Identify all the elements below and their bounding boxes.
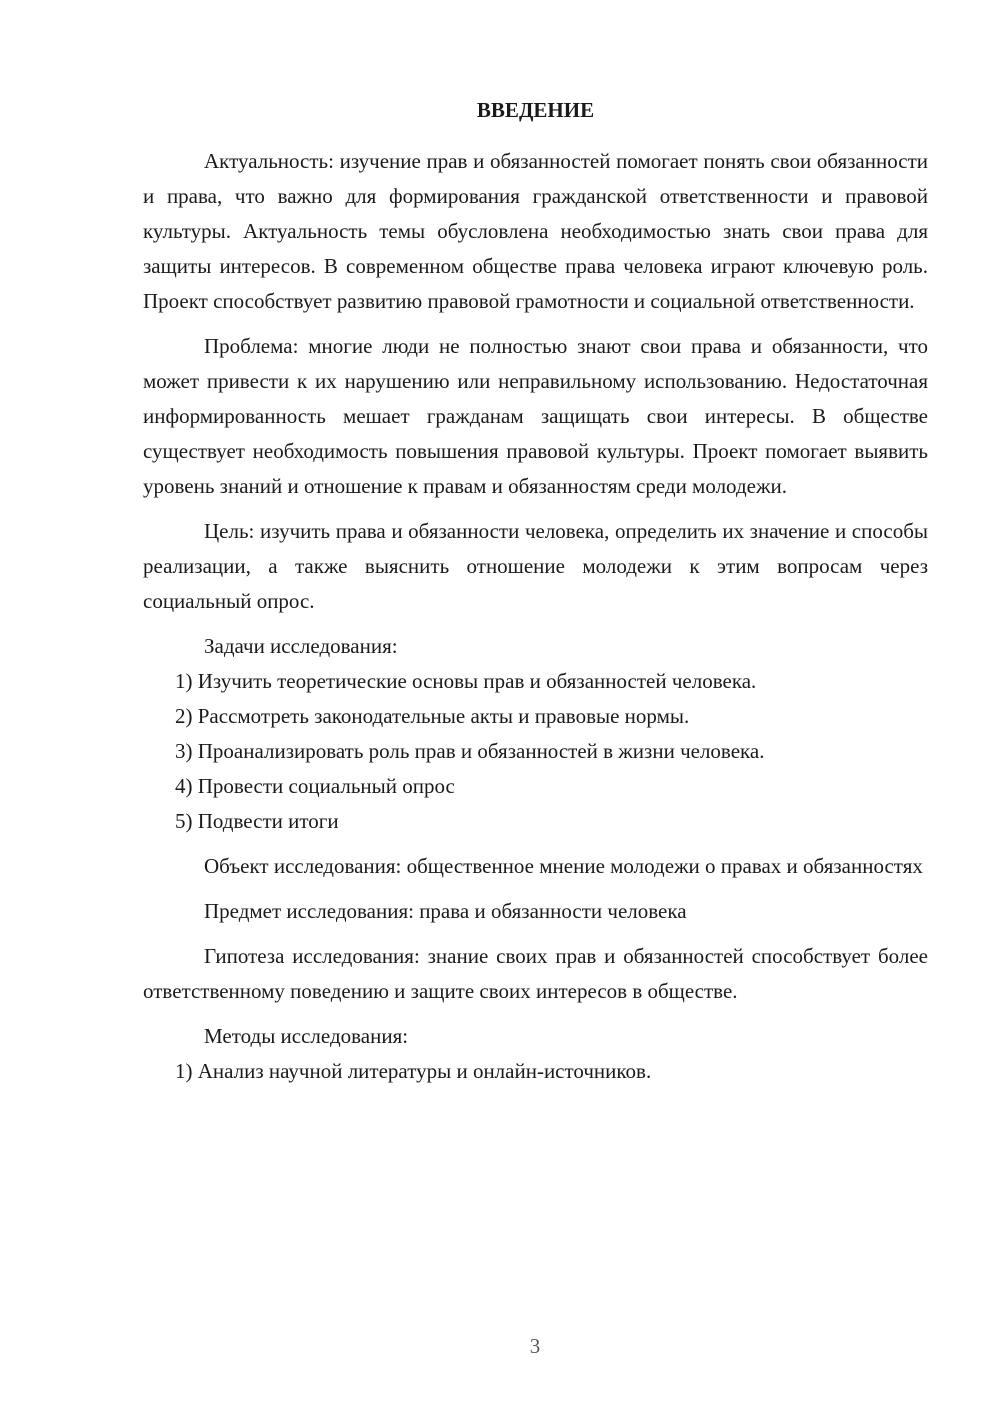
- task-item-1: 1) Изучить теоретические основы прав и обязанностей человека.: [175, 669, 757, 693]
- goal-paragraph: Цель: изучить права и обязанности человека, определить их значение и способы реализации, а также выяснить отношение молодежи к этим вопросам через социальный опрос.: [143, 519, 928, 613]
- relevance-paragraph: Актуальность: изучение прав и обязанностей помогает понять свои обязанности и права, что важно для формирования гражданской ответственности и правовой культуры. Актуальность темы обусловлена необходимостью знать свои права для защиты интересов. В современном обществе права человека играют ключевую роль. Проект способствует развитию правовой грамотности и социальной ответственности.: [143, 149, 928, 313]
- task-item-2: 2) Рассмотреть законодательные акты и правовые нормы.: [175, 704, 690, 728]
- object-paragraph: Объект исследования: общественное мнение молодежи о правах и обязанностях: [204, 854, 923, 878]
- tasks-heading: Задачи исследования:: [204, 634, 398, 658]
- task-item-5: 5) Подвести итоги: [175, 809, 339, 833]
- problem-paragraph: Проблема: многие люди не полностью знают свои права и обязанности, что может привести к их нарушению или неправильному использованию. Недостаточная информированность мешает гражданам защищать свои интересы. В обществе существует необходимость повышения правовой культуры. Проект помогает выявить уровень знаний и отношение к правам и обязанностям среди молодежи.: [143, 334, 928, 498]
- task-item-3: 3) Проанализировать роль прав и обязанностей в жизни человека.: [175, 739, 765, 763]
- subject-paragraph: Предмет исследования: права и обязанности человека: [204, 899, 687, 923]
- methods-heading: Методы исследования:: [204, 1024, 409, 1048]
- hypothesis-paragraph: Гипотеза исследования: знание своих прав и обязанностей способствует более ответственному поведению и защите своих интересов в обществе.: [143, 944, 928, 1003]
- task-item-4: 4) Провести социальный опрос: [175, 774, 455, 798]
- page-number: 3: [529, 1334, 541, 1358]
- method-item-1: 1) Анализ научной литературы и онлайн-источников.: [175, 1059, 652, 1083]
- document-page: [143, 96, 928, 1089]
- section-title: ВВЕДЕНИЕ: [476, 98, 595, 122]
